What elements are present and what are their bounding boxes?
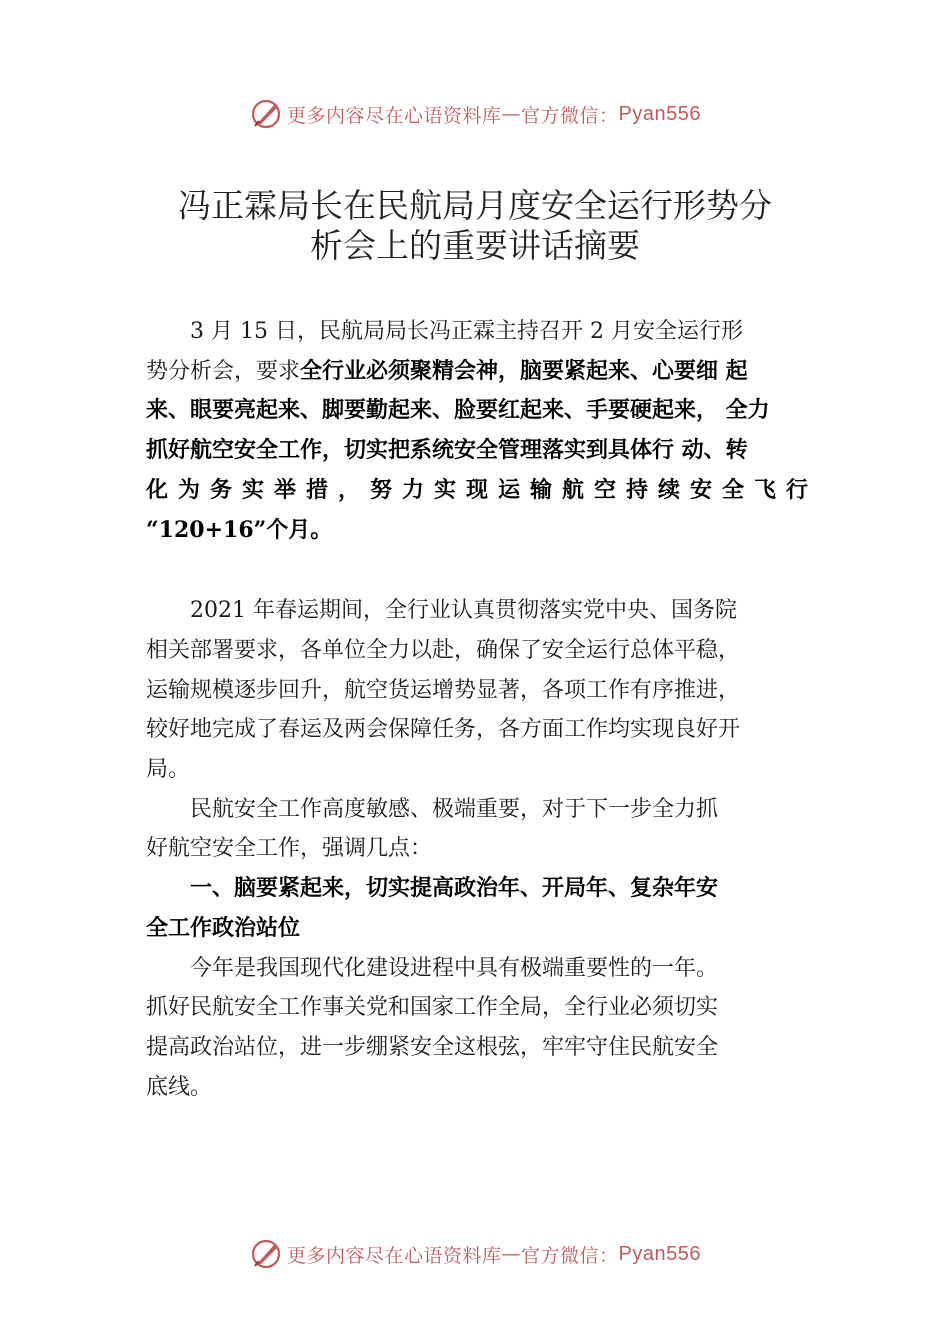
para1-line-2-bold: 全行业必须聚精会神，脑要紧起来、心要细 起 [300,357,748,384]
watermark-text: 更多内容尽在心语资料库 [287,104,502,127]
watermark-wechat-id: Pyan556 [618,102,701,125]
para4-line-3: 提高政治站位，进一步绷紧安全这根弦，牢牢守住民航安全 [146,1034,719,1060]
section-heading-1 [146,869,808,948]
para2-line-3: 运输规模逐步回升，航空货运增势显著，各项工作有序推进， [146,677,741,703]
document-body [146,312,808,1107]
watermark-banner-bottom [0,1234,950,1274]
quill-logo-icon [249,97,283,131]
para3-line-1: 民航安全工作高度敏感、极端重要，对于下一步全力抓 [190,796,719,822]
paragraph-4 [146,949,808,1108]
paragraph-2 [146,591,808,790]
para1-line-4: 抓好航空安全工作，切实把系统安全管理落实到具体行 动、转 [146,437,748,464]
watermark-dash: — [501,103,522,125]
para2-line-5: 局。 [146,757,191,783]
paragraph-3 [146,790,808,869]
para3-line-2: 好航空安全工作，强调几点： [146,836,433,862]
heading1-line-2: 全工作政治站位 [146,915,301,941]
para1-line-6: “120+16”个月。 [146,516,333,543]
watermark-dash: — [501,1243,522,1265]
para4-line-2: 抓好民航安全工作事关党和国家工作全局，全行业必须切实 [146,995,719,1021]
title-line-2: 析会上的重要讲话摘要 [310,226,640,265]
para1-line-1: 3 月 15 日，民航局局长冯正霖主持召开 2 月安全运行形 [190,319,743,344]
watermark-wechat-label: 官方微信： [521,104,619,127]
document-title [140,186,810,266]
para1-line-3: 来、眼要亮起来、脚要勤起来、脸要红起来、手要硬起来， 全力 [146,397,770,424]
paragraph-gap [146,550,808,591]
watermark-banner-top [0,94,950,134]
para2-line-2: 相关部署要求，各单位全力以赴，确保了安全运行总体平稳， [146,637,741,663]
para4-line-1: 今年是我国现代化建设进程中具有极端重要性的一年。 [190,955,719,981]
para1-line-5: 化为务实举措，努力实现运输航空持续安全飞行 [146,476,808,503]
para1-line-2 [146,352,808,392]
para1-line-2-normal: 势分析会，要求 [146,358,301,384]
title-line-1: 冯正霖局长在民航局月度安全运行形势分 [178,186,772,225]
heading1-line-1: 一、脑要紧起来，切实提高政治年、开局年、复杂年安 [190,876,719,902]
para4-line-4: 底线。 [146,1074,213,1100]
watermark-text: 更多内容尽在心语资料库 [287,1244,502,1267]
watermark-wechat-label: 官方微信： [521,1244,619,1267]
paragraph-1 [146,312,808,550]
para2-line-1: 2021 年春运期间，全行业认真贯彻落实党中央、国务院 [190,598,737,624]
watermark-wechat-id: Pyan556 [618,1242,701,1265]
quill-logo-icon [249,1237,283,1271]
para2-line-4: 较好地完成了春运及两会保障任务，各方面工作均实现良好开 [146,717,741,743]
